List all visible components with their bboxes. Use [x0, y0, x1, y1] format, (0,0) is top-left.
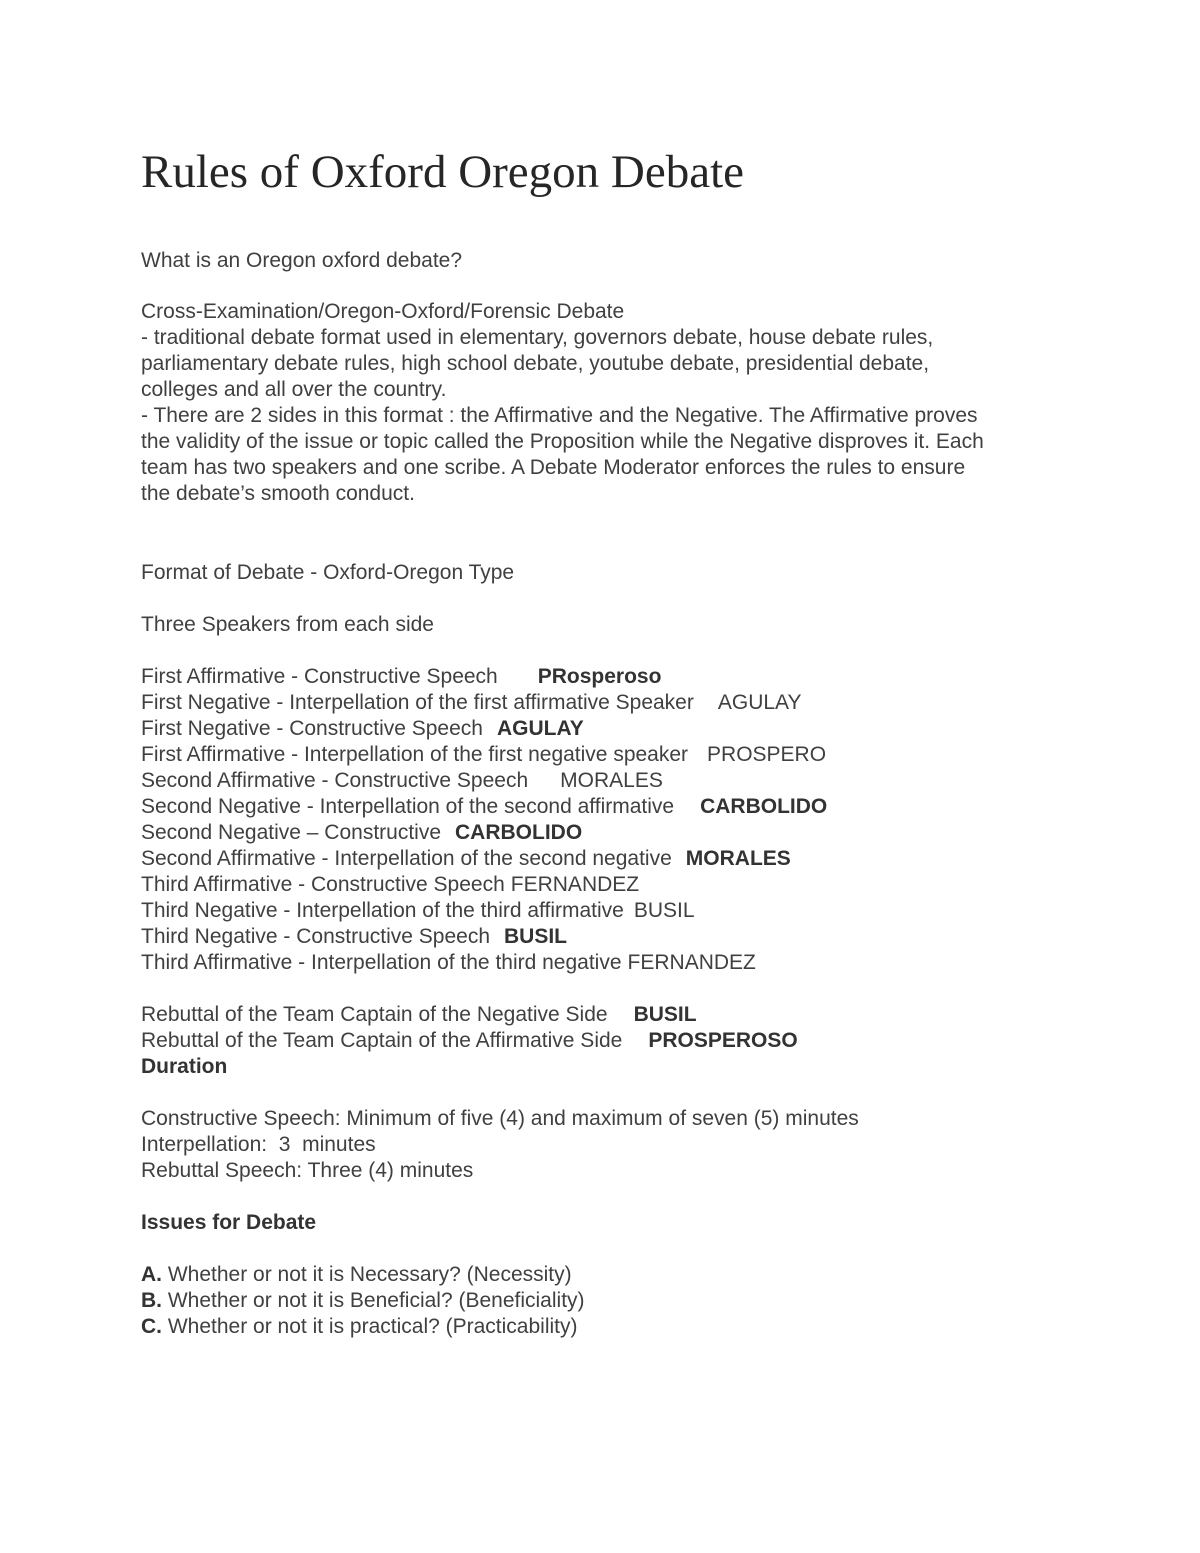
intro-line: the debate’s smooth conduct. [141, 482, 415, 505]
format-heading: Format of Debate - Oxford-Oregon Type [141, 561, 515, 584]
format-row-role: First Negative - Constructive Speech [141, 717, 483, 740]
format-row [141, 950, 756, 976]
issue-item [141, 1314, 577, 1340]
format-row-speaker: FERNANDEZ [627, 951, 756, 974]
format-row-speaker: BUSIL [633, 899, 695, 922]
format-row-role: Second Affirmative - Interpellation of the second negative [141, 847, 672, 870]
format-row-speaker: MORALES [560, 769, 663, 792]
intro-line: - There are 2 sides in this format : the Affirmative and the Negative. The Affirmative proves [141, 404, 978, 427]
format-row-speaker: PRosperoso [537, 665, 662, 688]
rebuttal-role: Rebuttal of the Team Captain of the Negative Side [141, 1003, 608, 1026]
rebuttal-row [141, 1028, 798, 1054]
format-row-role: Third Affirmative - Constructive Speech [141, 873, 505, 896]
issue-letter: A. [141, 1263, 162, 1286]
format-row-role: Second Negative – Constructive [141, 821, 441, 844]
issue-text: Whether or not it is practical? (Practicability) [167, 1315, 578, 1338]
format-row-speaker: AGULAY [496, 717, 584, 740]
format-row [141, 690, 802, 716]
duration-line: Constructive Speech: Minimum of five (4) and maximum of seven (5) minutes [141, 1107, 859, 1130]
format-row-speaker: BUSIL [504, 925, 567, 948]
intro-heading: Cross-Examination/Oregon-Oxford/Forensic Debate [141, 300, 625, 323]
intro-line: - traditional debate format used in elementary, governors debate, house debate rules, [141, 326, 934, 349]
issue-item [141, 1288, 585, 1314]
issue-text: Whether or not it is Necessary? (Necessity) [167, 1263, 572, 1286]
format-row [141, 664, 661, 690]
format-row [141, 898, 695, 924]
intro-line: colleges and all over the country. [141, 378, 447, 401]
format-row [141, 820, 582, 846]
format-row-role: First Affirmative - Interpellation of the first negative speaker [141, 743, 689, 766]
format-row [141, 742, 826, 768]
duration-line: Rebuttal Speech: Three (4) minutes [141, 1159, 474, 1182]
rebuttal-role: Rebuttal of the Team Captain of the Affirmative Side [141, 1029, 623, 1052]
format-row-role: Second Affirmative - Constructive Speech [141, 769, 529, 792]
format-row-speaker: CARBOLIDO [455, 821, 583, 844]
format-row-role: Third Negative - Constructive Speech [141, 925, 490, 948]
intro-line: parliamentary debate rules, high school debate, youtube debate, presidential debate, [141, 352, 930, 375]
issue-letter: B. [141, 1289, 162, 1312]
issue-item [141, 1262, 572, 1288]
format-row [141, 924, 567, 950]
issue-text: Whether or not it is Beneficial? (Beneficiality) [167, 1289, 585, 1312]
document-title: Rules of Oxford Oregon Debate [141, 146, 744, 198]
format-row-role: First Affirmative - Constructive Speech [141, 665, 498, 688]
format-row-role: Third Affirmative - Interpellation of the third negative [141, 951, 622, 974]
duration-line: Interpellation: 3 minutes [141, 1133, 376, 1156]
format-row [141, 872, 639, 898]
intro-line: the validity of the issue or topic called the Proposition while the Negative disproves it. Each [141, 430, 984, 453]
format-row-speaker: CARBOLIDO [700, 795, 828, 818]
format-row-role: Third Negative - Interpellation of the third affirmative [141, 899, 624, 922]
format-row [141, 768, 663, 794]
format-row-speaker: MORALES [685, 847, 791, 870]
rebuttal-row [141, 1002, 697, 1028]
rebuttal-speaker: BUSIL [633, 1003, 697, 1026]
intro-question: What is an Oregon oxford debate? [141, 249, 463, 272]
format-row [141, 846, 791, 872]
format-row-speaker: FERNANDEZ [510, 873, 640, 896]
intro-line: team has two speakers and one scribe. A Debate Moderator enforces the rules to ensure [141, 456, 966, 479]
format-row [141, 794, 827, 820]
format-row-speaker: PROSPERO [707, 743, 827, 766]
speakers-note: Three Speakers from each side [141, 613, 434, 636]
issues-heading: Issues for Debate [141, 1211, 317, 1234]
format-row-speaker: AGULAY [717, 691, 802, 714]
rebuttal-speaker: PROSPEROSO [648, 1029, 798, 1052]
format-row-role: First Negative - Interpellation of the first affirmative Speaker [141, 691, 694, 714]
format-row-role: Second Negative - Interpellation of the second affirmative [141, 795, 675, 818]
format-row [141, 716, 584, 742]
duration-heading: Duration [141, 1055, 228, 1078]
issue-letter: C. [141, 1315, 162, 1338]
